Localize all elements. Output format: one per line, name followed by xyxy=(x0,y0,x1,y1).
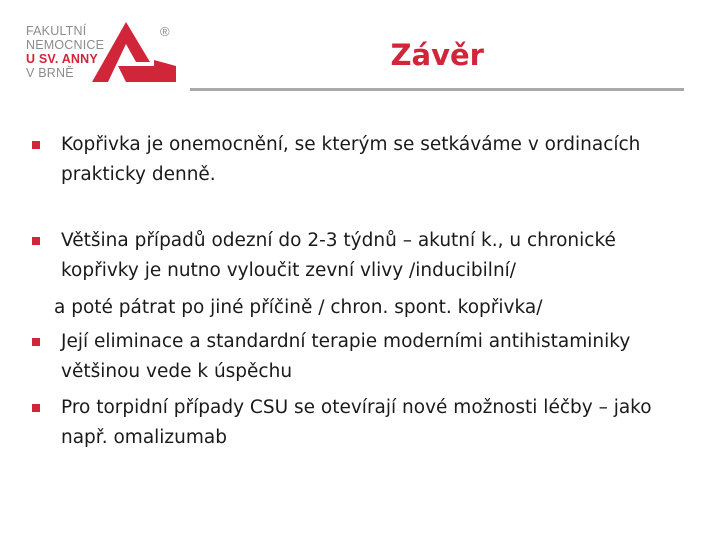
title-divider xyxy=(190,88,684,91)
square-bullet-icon xyxy=(32,237,40,245)
bullet-text: Většina případů odezní do 2-3 týdnů – akutní k., u chronické kopřivky je nutno vyloučit zevní vlivy /inducibilní/ xyxy=(61,230,616,281)
square-bullet-icon xyxy=(32,338,40,346)
hospital-logo xyxy=(14,16,184,94)
bullet-item xyxy=(32,327,692,387)
logo-line-2: NEMOCNICE xyxy=(26,38,105,52)
logo-line-4: V BRNĚ xyxy=(26,66,74,80)
bullet-item xyxy=(32,226,692,286)
slide-title: Závěr xyxy=(390,38,484,72)
bullet-item xyxy=(32,393,692,453)
bullet-text: Kopřivka je onemocnění, se kterým se setkáváme v ordinacích prakticky denně. xyxy=(61,134,641,185)
slide-body xyxy=(32,130,692,453)
square-bullet-icon xyxy=(32,404,40,412)
continuation-text: a poté pátrat po jiné příčině / chron. spont. kopřivka/ xyxy=(54,297,543,318)
logo-line-3: U SV. ANNY xyxy=(26,52,98,66)
logo-line-1: FAKULTNÍ xyxy=(26,24,87,38)
bullet-text: Její eliminace a standardní terapie moderními antihistaminiky většinou vede k úspěchu xyxy=(61,331,631,382)
square-bullet-icon xyxy=(32,141,40,149)
hospital-logo-text xyxy=(26,24,104,80)
bullet-item xyxy=(32,130,692,190)
spacer xyxy=(32,190,692,226)
registered-mark: ® xyxy=(160,24,170,39)
bullet-text: Pro torpidní případy CSU se otevírají nové možnosti léčby – jako např. omalizumab xyxy=(61,397,652,448)
